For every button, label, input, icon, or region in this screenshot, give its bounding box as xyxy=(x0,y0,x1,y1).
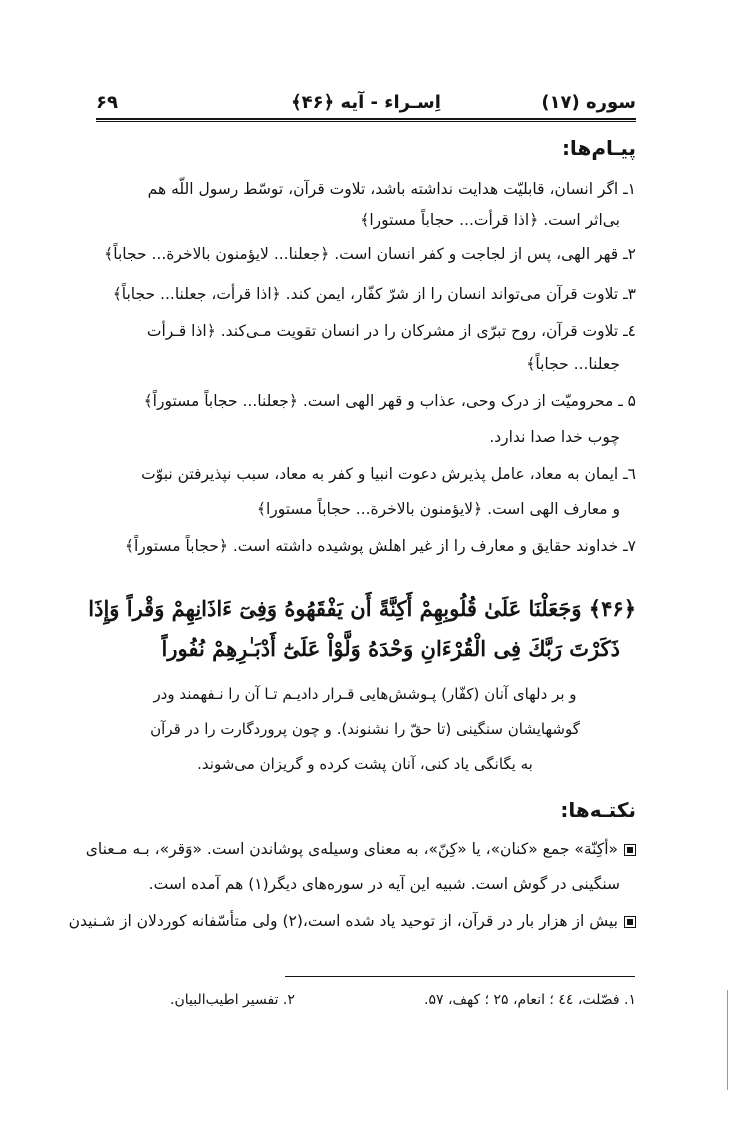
note-text: بیش از هزار بار در قرآن، از توحید یاد شده است،(۲) ولی متأسّفانه کوردلان از شـنیدن xyxy=(68,912,618,930)
message-line: ۱ـ اگر انسان، قابلیّت هدایت نداشته باشد، تلاوت قرآن، توسّط رسول اللّه هم xyxy=(147,180,636,198)
message-line: ۵ ـ محرومیّت از درک وحی، عذاب و قهر الهی است. ﴿جعلنا... حجاباً مستوراً﴾ xyxy=(143,392,636,410)
message-line: ٦ـ ایمان به معاد، عامل پذیرش دعوت انبیا و کفر به معاد، سبب نپذیرفتن نبوّت xyxy=(141,465,636,483)
surah-verse-title: اِسـراء - آیه ﴿۴۶﴾ xyxy=(291,92,441,113)
quran-verse-line: ذَكَرْتَ رَبَّكَ فِى الْقُرْءَانِ وَحْدَهُ وَلَّوْاْ عَلَىٰٓ أَدْبَـٰرِهِمْ نُفُوراً xyxy=(161,636,620,661)
bullet-square-icon xyxy=(624,844,636,856)
translation-line: و بر دلهای آنان (کفّار) پـوشش‌هایی قـرار دادیـم تـا آن را نـفهمند ودر xyxy=(153,685,577,703)
note-line xyxy=(68,912,636,930)
quran-verse-line: ﴿۴۶﴾ وَجَعَلْنَا عَلَىٰ قُلُوبِهِمْ أَكِنَّةً أَن يَفْقَهُوهُ وَفِىٓ ءَاذَانِهِمْ وَقْراً وَإِذَا xyxy=(88,596,636,621)
header-rule-thin xyxy=(96,121,636,122)
notes-heading: نکتـه‌ها: xyxy=(560,798,636,822)
note-line xyxy=(85,840,636,858)
bullet-square-icon xyxy=(624,916,636,928)
message-line: ۷ـ خداوند حقایق و معارف را از غیر اهلش پوشیده داشته است. ﴿حجاباً مستوراً﴾ xyxy=(124,537,636,555)
message-line: ۲ـ قهر الهی، پس از لجاجت و کفر انسان است. ﴿جعلنا... لایؤمنون بالاخرة... حجاباً﴾ xyxy=(104,245,636,263)
message-line: جعلنا... حجاباً﴾ xyxy=(526,355,620,373)
page-number: ۶۹ xyxy=(96,92,118,113)
messages-heading: پیـام‌ها: xyxy=(561,136,636,160)
translation-line: گوشهایشان سنگینی (تا حقّ را نشنوند). و چون پروردگارت را در قرآن xyxy=(150,720,580,738)
footnote-2: ۲. تفسیر اطیب‌البیان. xyxy=(170,992,295,1008)
surah-label: سوره (۱۷) xyxy=(541,92,636,113)
message-line: چوب خدا صدا ندارد. xyxy=(489,428,620,446)
message-line: و معارف الهی است. ﴿لایؤمنون بالاخرة... حجاباً مستورا﴾ xyxy=(256,500,620,518)
footnote-1: ۱. فصّلت، ٤٤ ؛ انعام، ۲۵ ؛ کهف، ۵۷. xyxy=(424,992,636,1008)
header-rule xyxy=(96,118,636,120)
note-line: سنگینی در گوش است. شبیه این آیه در سوره‌های دیگر(۱) هم آمده است. xyxy=(148,875,620,893)
footnote-rule xyxy=(285,976,635,977)
note-text: «أكِنّة» جمع «كنان»، يا «كِنّ»، به معنای وسیله‌ی پوشاندن است. «وَقر»، بـه مـعنای xyxy=(85,840,618,858)
page-header xyxy=(96,92,636,118)
message-line: ۳ـ تلاوت قرآن می‌تواند انسان را از شرّ کفّار، ایمن کند. ﴿اذا قرأت، جعلنا... حجاباً﴾ xyxy=(112,285,636,303)
message-line: ٤ـ تلاوت قرآن، روح تبرّی از مشرکان را در انسان تقویت مـی‌کند. ﴿اذا قـرأت xyxy=(146,322,636,340)
translation-line: به یگانگی یاد کنی، آنان پشت کرده و گریزان می‌شوند. xyxy=(197,755,533,773)
message-line: بی‌اثر است. ﴿اذا قرأت... حجاباً مستورا﴾ xyxy=(360,211,620,229)
